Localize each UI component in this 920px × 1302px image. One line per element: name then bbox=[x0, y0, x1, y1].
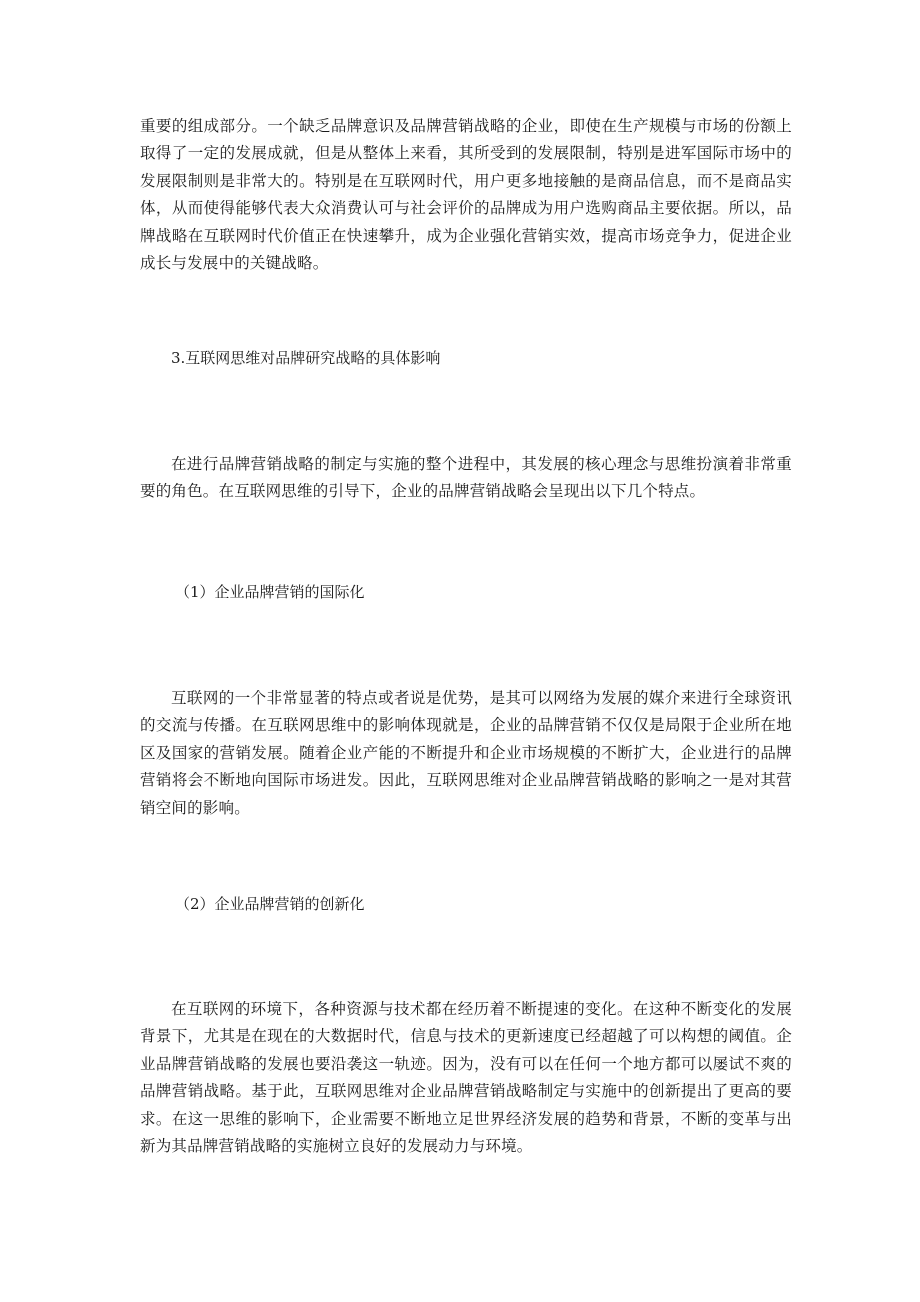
body-paragraph: 在进行品牌营销战略的制定与实施的整个进程中，其发展的核心理念与思维扮演着非常重要的角色。在互联网思维的引导下，企业的品牌营销战略会呈现出以下几个特点。 bbox=[140, 455, 792, 501]
subsection-heading: （1）企业品牌营销的国际化 bbox=[175, 583, 365, 601]
section-heading: 3.互联网思维对品牌研究战略的具体影响 bbox=[171, 349, 441, 367]
body-paragraph: 互联网的一个非常显著的特点或者说是优势，是其可以网络为发展的媒介来进行全球资讯的交流与传播。在互联网思维中的影响体现就是，企业的品牌营销不仅仅是局限于企业所在地区及国家的营销发展。随着企业产能的不断提升和企业市场规模的不断扩大，企业进行的品牌营销将会不断地向国际市场进发。因此，互联网思维对企业品牌营销战略的影响之一是对其营销空间的影响。 bbox=[140, 689, 792, 817]
body-paragraph: 在互联网的环境下，各种资源与技术都在经历着不断提速的变化。在这种不断变化的发展背景下，尤其是在现在的大数据时代，信息与技术的更新速度已经超越了可以构想的阈值。企业品牌营销战略的发展也要沿袭这一轨迹。因为，没有可以在任何一个地方都可以屡试不爽的品牌营销战略。基于此，互联网思维对企业品牌营销战略制定与实施中的创新提出了更高的要求。在这一思维的影响下，企业需要不断地立足世界经济发展的趋势和背景，不断的变革与出新为其品牌营销战略的实施树立良好的发展动力与环境。 bbox=[140, 1000, 792, 1156]
subsection-heading: （2）企业品牌营销的创新化 bbox=[175, 895, 365, 913]
body-paragraph: 重要的组成部分。一个缺乏品牌意识及品牌营销战略的企业，即使在生产规模与市场的份额上取得了一定的发展成就，但是从整体上来看，其所受到的发展限制，特别是进军国际市场中的发展限制则是非常大的。特别是在互联网时代，用户更多地接触的是商品信息，而不是商品实体，从而使得能够代表大众消费认可与社会评价的品牌成为用户选购商品主要依据。所以，品牌战略在互联网时代价值正在快速攀升，成为企业强化营销实效，提高市场竞争力，促进企业成长与发展中的关键战略。 bbox=[140, 117, 792, 273]
